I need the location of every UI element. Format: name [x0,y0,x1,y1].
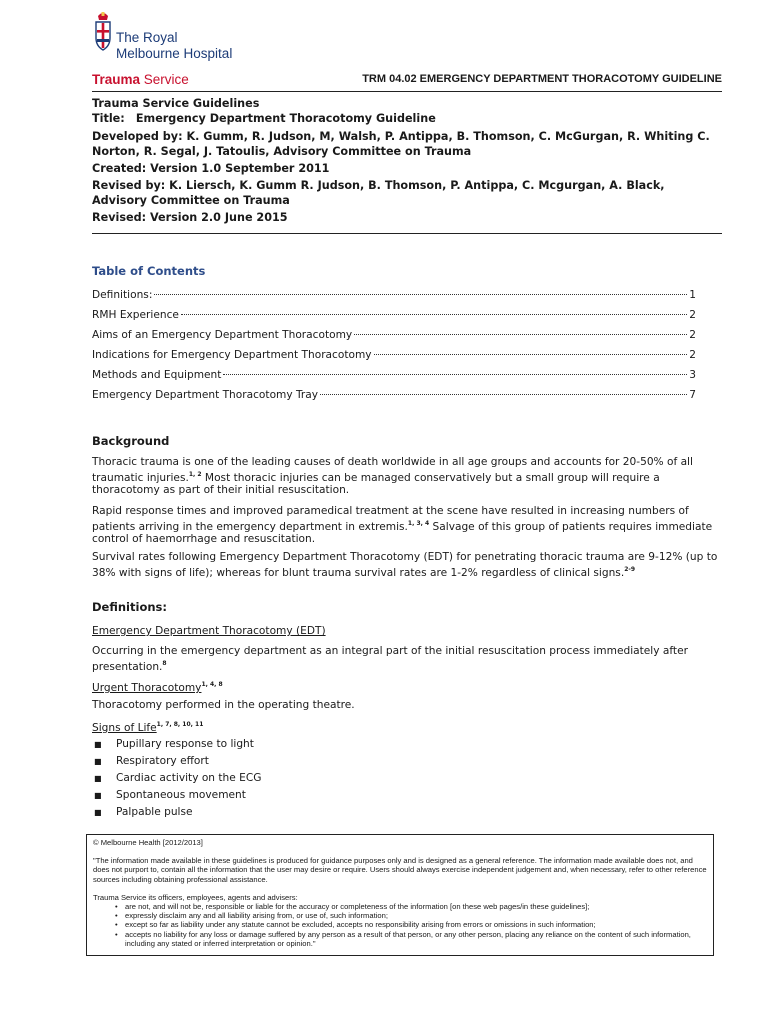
bg-p1-ref: 1, 2 [188,470,202,478]
background-paragraph-2 [92,505,722,546]
toc-item[interactable] [92,349,696,369]
toc-leader-dots [320,394,687,395]
logo-text [116,30,232,62]
bg-p2-text-b: Salvage of this group of patients requires immediate control of haemorrhage and resuscitation. [92,520,713,545]
signs-ref: 1, 7, 8, 10, 11 [156,721,204,728]
toc-item-label: Methods and Equipment [92,369,222,381]
disclaimer-point: • except so far as liability under any statute cannot be excluded, accepts no responsibility arising from errors or omissions in such information; [115,920,707,929]
toc-item[interactable] [92,369,696,389]
square-bullet-icon: ■ [94,808,102,817]
list-item [92,806,692,823]
bg-p1-text-a: Thoracic trauma is one of the leading causes of death worldwide in all age groups and accounts for 20-50% of all traumatic injuries. [92,456,693,484]
list-item-text: Spontaneous movement [116,789,246,801]
toc-leader-dots [223,374,687,375]
bg-p3-text: Survival rates following Emergency Department Thoracotomy (EDT) for penetrating thoracic trauma are 9-12% (up to 38% with signs of life); whereas for blunt trauma survival rates are 1-2% regardless of clinical signs. [92,551,718,579]
copyright-notice: © Melbourne Health [2012/2013] [93,838,203,847]
toc-item-label: Emergency Department Thoracotomy Tray [92,389,319,401]
title-value: Emergency Department Thoracotomy Guideline [135,112,436,125]
toc-item[interactable] [92,389,696,409]
list-item-text: Pupillary response to light [116,738,254,750]
toc-leader-dots [154,294,687,295]
edt-term [92,625,722,638]
logo-line-1: The Royal [116,30,178,45]
edt-definition-text: Occurring in the emergency department as an integral part of the initial resuscitation process immediately after presentation. [92,645,688,673]
disclaimer-advisers: Trauma Service its officers, employees, agents and advisers: [93,892,298,902]
created-version: Created: Version 1.0 September 2011 [92,162,330,175]
urgent-definition: Thoracotomy performed in the operating theatre. [92,699,355,711]
toc-item-label: Indications for Emergency Department Thoracotomy [92,349,372,361]
background-paragraph-3 [92,551,722,579]
square-bullet-icon: ■ [94,774,102,783]
toc-item-label: Definitions: [92,289,153,301]
title-label: Title: [92,112,125,125]
toc-item-page: 2 [689,309,696,321]
logo-line-2: Melbourne Hospital [116,46,233,61]
table-of-contents [92,289,696,409]
toc-leader-dots [374,354,688,355]
toc-item-page: 7 [689,389,696,401]
list-item-text: Palpable pulse [116,806,193,818]
toc-leader-dots [181,314,687,315]
toc-item[interactable] [92,289,696,309]
toc-item[interactable] [92,329,696,349]
toc-item-label: Aims of an Emergency Department Thoracotomy [92,329,353,341]
service-name-rest: Service [140,72,189,87]
toc-item[interactable] [92,309,696,329]
hospital-logo [92,10,242,62]
service-name-bold: Trauma [92,72,141,87]
toc-item-label: RMH Experience [92,309,179,321]
bg-p3-ref: 2-9 [624,565,636,573]
developed-by: Developed by: K. Gumm, R. Judson, M, Walsh, P. Antippa, B. Thomson, C. McGurgan, R. Whiting C. Norton, R. Segal, J. Tatoulis, Advisory Committee on Trauma [92,130,710,158]
list-item [92,738,692,755]
background-heading: Background [92,434,170,448]
urgent-term-text: Urgent Thoracotomy [92,682,202,694]
disclaimer-point: • expressly disclaim any and all liability arising from, or use of, such information; [115,911,707,920]
urgent-term [92,679,722,695]
revised-version: Revised: Version 2.0 June 2015 [92,211,288,224]
hospital-crest-icon [94,10,112,54]
title-line [92,111,722,126]
disclaimer-text: "The information made available in these guidelines is produced for guidance purposes only and is designed as a general reference. The information made available does not, and does not purport to, contain all the information that the user may desire or require. Users should always exercise independent judgement and, when necessary, refer to other reference sources including obtaining professional assistance. [93,856,707,884]
edt-definition [92,645,722,673]
edt-term-text: Emergency Department Thoracotomy (EDT) [92,625,326,637]
document-header [92,72,722,92]
urgent-ref: 1, 4, 8 [201,681,223,688]
bg-p2-ref: 1, 3, 4 [407,519,430,527]
bg-p1-text-b: Most thoracic injuries can be managed conservatively but a small group will require a thoracotomy as part of their initial resuscitation. [92,471,660,496]
edt-ref: 8 [162,659,167,667]
square-bullet-icon: ■ [94,791,102,800]
toc-item-page: 2 [689,349,696,361]
definitions-heading: Definitions: [92,600,167,614]
toc-item-page: 1 [689,289,696,301]
toc-leader-dots [354,334,687,335]
service-name [92,72,189,87]
disclaimer-point: • accepts no liability for any loss or damage suffered by any person as a result of that person, or any other person, placing any reliance on the content of such information, including any stated or inferred interpretation or opinion." [115,930,707,948]
list-item [92,772,692,789]
signs-term-text: Signs of Life [92,722,157,734]
document-metadata [92,96,722,234]
list-item [92,789,692,806]
signs-term [92,719,722,735]
toc-item-page: 2 [689,329,696,341]
toc-heading: Table of Contents [92,264,206,278]
square-bullet-icon: ■ [94,740,102,749]
bg-p2-text-a: Rapid response times and improved paramedical treatment at the scene have resulted in increasing numbers of patients arriving in the emergency department in extremis. [92,505,689,533]
background-paragraph-1 [92,456,722,497]
disclaimer-point: • are not, and will not be, responsible or liable for the accuracy or completeness of the information [on these web pages/in these guidelines]; [115,902,707,911]
document-code: TRM 04.02 EMERGENCY DEPARTMENT THORACOTOMY GUIDELINE [362,73,722,85]
signs-of-life-list [92,738,692,823]
disclaimer-box [86,834,714,956]
disclaimer-list [93,902,707,948]
list-item [92,755,692,772]
toc-item-page: 3 [689,369,696,381]
guidelines-label: Trauma Service Guidelines [92,97,260,110]
list-item-text: Respiratory effort [116,755,209,767]
square-bullet-icon: ■ [94,757,102,766]
revised-by: Revised by: K. Liersch, K. Gumm R. Judson, B. Thomson, P. Antippa, C. Mcgurgan, A. Black, Advisory Committee on Trauma [92,179,665,207]
list-item-text: Cardiac activity on the ECG [116,772,262,784]
